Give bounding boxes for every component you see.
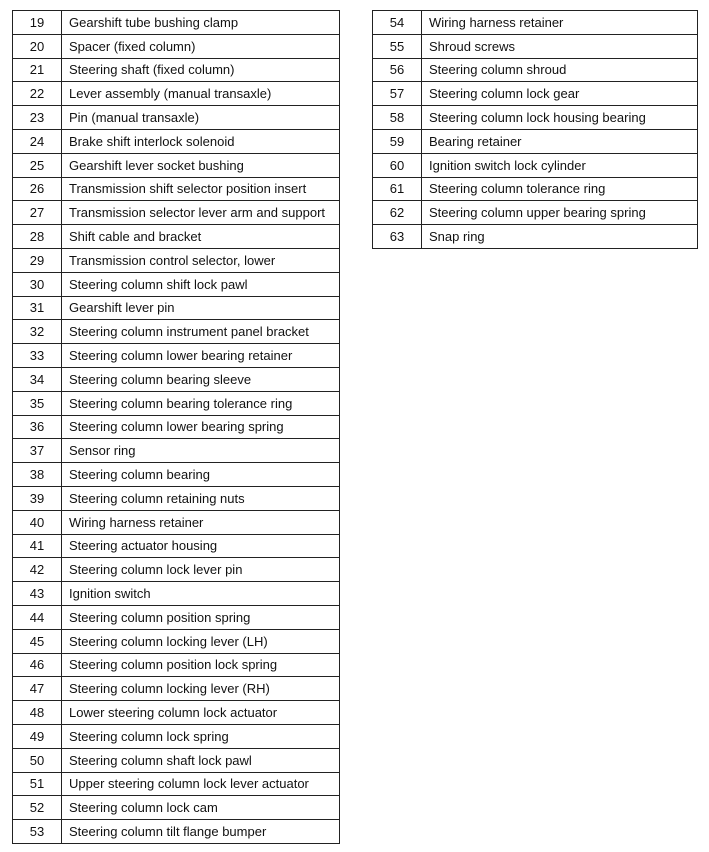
part-description: Steering shaft (fixed column) (62, 58, 340, 82)
part-description: Steering column lock gear (422, 82, 698, 106)
part-description: Transmission shift selector position insert (62, 177, 340, 201)
part-number: 33 (13, 344, 62, 368)
part-description: Shroud screws (422, 34, 698, 58)
part-description: Steering column lock spring (62, 724, 340, 748)
table-row (13, 605, 340, 629)
table-row (13, 724, 340, 748)
table-row (373, 153, 698, 177)
table-row (373, 34, 698, 58)
part-description: Lever assembly (manual transaxle) (62, 82, 340, 106)
table-row (13, 486, 340, 510)
part-number: 61 (373, 177, 422, 201)
table-row (13, 320, 340, 344)
part-description: Lower steering column lock actuator (62, 701, 340, 725)
part-description: Ignition switch (62, 582, 340, 606)
table-row (13, 582, 340, 606)
parts-table-left (12, 10, 340, 844)
table-row (13, 225, 340, 249)
part-number: 59 (373, 129, 422, 153)
part-description: Steering actuator housing (62, 534, 340, 558)
table-row (13, 344, 340, 368)
part-description: Steering column bearing sleeve (62, 367, 340, 391)
part-number: 31 (13, 296, 62, 320)
table-row (13, 415, 340, 439)
part-number: 48 (13, 701, 62, 725)
part-number: 30 (13, 272, 62, 296)
part-number: 38 (13, 463, 62, 487)
part-description: Bearing retainer (422, 129, 698, 153)
part-number: 27 (13, 201, 62, 225)
part-number: 49 (13, 724, 62, 748)
part-description: Transmission control selector, lower (62, 248, 340, 272)
part-number: 42 (13, 558, 62, 582)
part-number: 21 (13, 58, 62, 82)
table-row (13, 272, 340, 296)
part-number: 55 (373, 34, 422, 58)
part-description: Steering column lock cam (62, 796, 340, 820)
part-number: 35 (13, 391, 62, 415)
part-description: Gearshift lever pin (62, 296, 340, 320)
part-description: Steering column lock housing bearing (422, 106, 698, 130)
part-number: 44 (13, 605, 62, 629)
part-description: Gearshift lever socket bushing (62, 153, 340, 177)
part-description: Steering column lower bearing spring (62, 415, 340, 439)
part-description: Steering column shroud (422, 58, 698, 82)
part-number: 32 (13, 320, 62, 344)
part-description: Transmission selector lever arm and support (62, 201, 340, 225)
table-row (373, 11, 698, 35)
part-number: 24 (13, 129, 62, 153)
part-description: Steering column position spring (62, 605, 340, 629)
table-row (13, 58, 340, 82)
part-description: Steering column shift lock pawl (62, 272, 340, 296)
table-row (13, 772, 340, 796)
table-row (13, 701, 340, 725)
table-row (13, 177, 340, 201)
table-row (13, 463, 340, 487)
table-row (13, 534, 340, 558)
part-number: 41 (13, 534, 62, 558)
part-number: 39 (13, 486, 62, 510)
part-number: 36 (13, 415, 62, 439)
part-description: Ignition switch lock cylinder (422, 153, 698, 177)
table-row (13, 796, 340, 820)
table-row (13, 129, 340, 153)
part-number: 62 (373, 201, 422, 225)
part-number: 43 (13, 582, 62, 606)
part-description: Brake shift interlock solenoid (62, 129, 340, 153)
part-description: Steering column tilt flange bumper (62, 820, 340, 844)
table-row (13, 201, 340, 225)
part-number: 56 (373, 58, 422, 82)
part-description: Steering column upper bearing spring (422, 201, 698, 225)
part-number: 47 (13, 677, 62, 701)
table-row (13, 153, 340, 177)
table-row (373, 225, 698, 249)
table-row (373, 58, 698, 82)
parts-table-right-body (373, 11, 698, 249)
part-number: 50 (13, 748, 62, 772)
part-number: 54 (373, 11, 422, 35)
part-description: Sensor ring (62, 439, 340, 463)
part-number: 22 (13, 82, 62, 106)
table-row (13, 248, 340, 272)
part-number: 23 (13, 106, 62, 130)
part-description: Shift cable and bracket (62, 225, 340, 249)
table-row (373, 201, 698, 225)
table-row (13, 106, 340, 130)
part-description: Wiring harness retainer (62, 510, 340, 534)
table-row (13, 748, 340, 772)
table-row (13, 439, 340, 463)
table-row (13, 391, 340, 415)
part-number: 20 (13, 34, 62, 58)
part-number: 63 (373, 225, 422, 249)
parts-table-left-body (13, 11, 340, 844)
table-row (13, 820, 340, 844)
table-row (13, 677, 340, 701)
part-description: Steering column position lock spring (62, 653, 340, 677)
part-description: Steering column retaining nuts (62, 486, 340, 510)
part-description: Steering column shaft lock pawl (62, 748, 340, 772)
part-description: Snap ring (422, 225, 698, 249)
part-number: 51 (13, 772, 62, 796)
table-row (13, 653, 340, 677)
part-number: 29 (13, 248, 62, 272)
part-description: Wiring harness retainer (422, 11, 698, 35)
part-description: Gearshift tube bushing clamp (62, 11, 340, 35)
part-description: Steering column lock lever pin (62, 558, 340, 582)
table-row (373, 177, 698, 201)
part-number: 60 (373, 153, 422, 177)
part-number: 28 (13, 225, 62, 249)
table-row (13, 629, 340, 653)
part-description: Steering column instrument panel bracket (62, 320, 340, 344)
part-number: 58 (373, 106, 422, 130)
part-number: 53 (13, 820, 62, 844)
part-number: 25 (13, 153, 62, 177)
part-description: Steering column lower bearing retainer (62, 344, 340, 368)
table-row (373, 129, 698, 153)
part-description: Steering column locking lever (RH) (62, 677, 340, 701)
table-row (13, 558, 340, 582)
table-row (373, 82, 698, 106)
part-number: 46 (13, 653, 62, 677)
table-row (373, 106, 698, 130)
part-number: 34 (13, 367, 62, 391)
table-row (13, 296, 340, 320)
part-number: 26 (13, 177, 62, 201)
part-number: 37 (13, 439, 62, 463)
part-number: 45 (13, 629, 62, 653)
parts-table-right (372, 10, 698, 249)
table-row (13, 367, 340, 391)
part-description: Steering column bearing (62, 463, 340, 487)
part-description: Spacer (fixed column) (62, 34, 340, 58)
part-number: 40 (13, 510, 62, 534)
part-number: 52 (13, 796, 62, 820)
part-description: Upper steering column lock lever actuator (62, 772, 340, 796)
part-number: 57 (373, 82, 422, 106)
part-description: Steering column bearing tolerance ring (62, 391, 340, 415)
table-row (13, 510, 340, 534)
table-row (13, 34, 340, 58)
part-description: Steering column tolerance ring (422, 177, 698, 201)
part-number: 19 (13, 11, 62, 35)
part-description: Pin (manual transaxle) (62, 106, 340, 130)
part-description: Steering column locking lever (LH) (62, 629, 340, 653)
table-row (13, 11, 340, 35)
table-row (13, 82, 340, 106)
